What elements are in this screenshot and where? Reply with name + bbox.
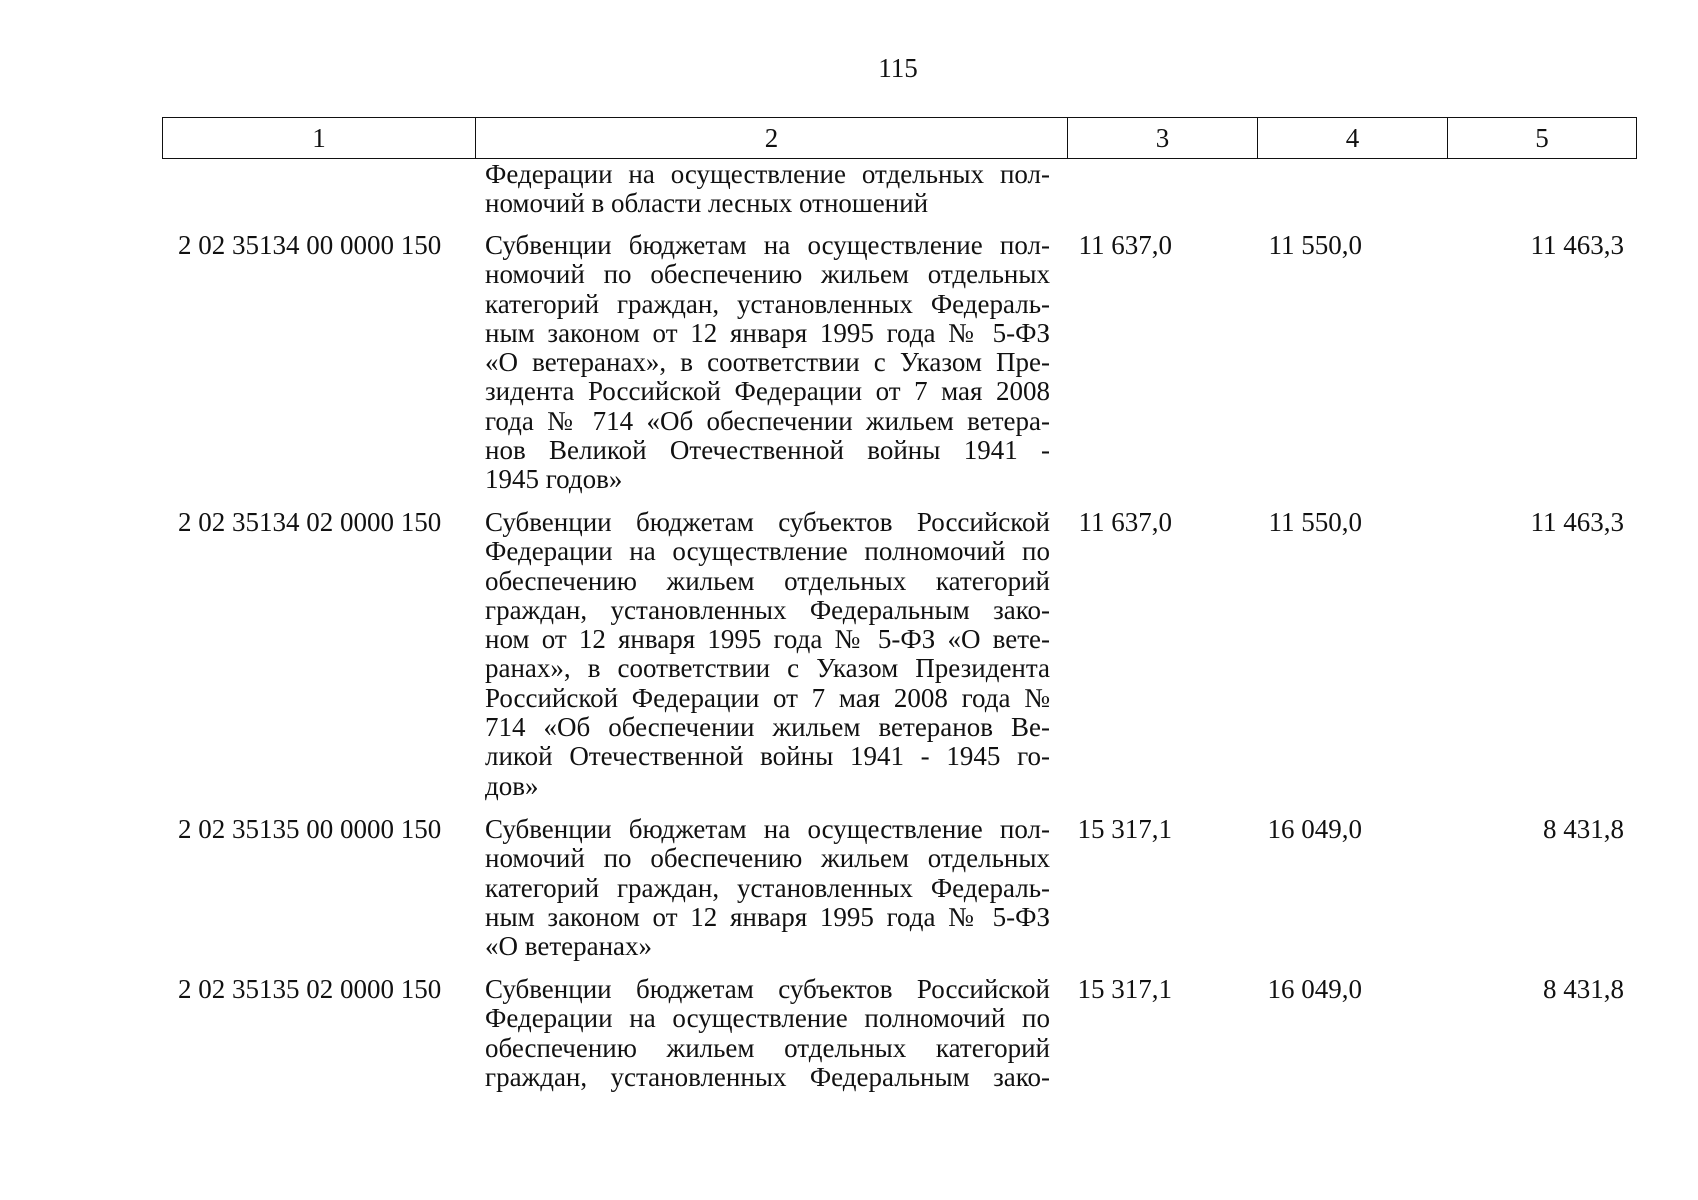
header-col-2: 2 <box>476 118 1068 159</box>
row-code: 2 02 35135 02 0000 150 <box>178 974 442 1004</box>
header-col-4: 4 <box>1258 118 1448 159</box>
description-line: «О ветеранах» <box>485 931 653 962</box>
row-value-col5: 8 431,8 <box>1543 814 1624 844</box>
description-line: Федерации на осуществление полномочий по <box>485 536 1050 567</box>
description-line: номочий по обеспечению жильем отдельных <box>485 259 1050 290</box>
description-line: номочий по обеспечению жильем отдельных <box>485 843 1050 874</box>
description-line: обеспечению жильем отдельных категорий <box>485 1032 1050 1063</box>
row-code: 2 02 35135 00 0000 150 <box>178 814 442 844</box>
row-value-col5: 11 463,3 <box>1530 507 1624 537</box>
description-line: нов Великой Отечественной войны 1941 - <box>485 435 1050 466</box>
description-line: категорий граждан, установленных Федераль- <box>485 872 1050 903</box>
header-row <box>163 118 1637 159</box>
description-line: ным законом от 12 января 1995 года № 5-ФЗ <box>485 317 1050 348</box>
row-value-col3: 11 637,0 <box>1078 507 1172 537</box>
row-description <box>485 508 1050 801</box>
description-line: Федерации на осуществление отдельных пол- <box>485 159 1050 189</box>
row-value-col4: 16 049,0 <box>1267 974 1362 1004</box>
description-line: граждан, установленных Федеральным зако- <box>485 594 1050 625</box>
row-code: 2 02 35134 00 0000 150 <box>178 230 442 260</box>
table-header <box>162 117 1637 159</box>
description-line: Российской Федерации от 7 мая 2008 года № <box>485 682 1050 713</box>
description-line: 1945 годов» <box>485 464 623 495</box>
row-value-col5: 8 431,8 <box>1543 974 1624 1004</box>
page-number: 115 <box>878 53 918 83</box>
header-col-5: 5 <box>1448 118 1637 159</box>
header-col-3: 3 <box>1068 118 1258 159</box>
description-line: номочий в области лесных отношений <box>485 188 929 219</box>
description-line: Субвенции бюджетам субъектов Российской <box>485 507 1050 537</box>
row-value-col4: 16 049,0 <box>1267 814 1362 844</box>
description-line: Федерации на осуществление полномочий по <box>485 1003 1050 1034</box>
row-description <box>485 160 1050 219</box>
row-value-col4: 11 550,0 <box>1268 230 1362 260</box>
row-value-col5: 11 463,3 <box>1530 230 1624 260</box>
description-line: Субвенции бюджетам субъектов Российской <box>485 974 1050 1004</box>
row-description <box>485 231 1050 495</box>
row-value-col4: 11 550,0 <box>1268 507 1362 537</box>
row-description <box>485 975 1050 1092</box>
description-line: 714 «Об обеспечении жильем ветеранов Ве- <box>485 712 1050 743</box>
description-line: ранах», в соответствии с Указом Президента <box>485 653 1050 684</box>
description-line: ном от 12 января 1995 года № 5-ФЗ «О вете- <box>485 624 1050 655</box>
description-line: зидента Российской Федерации от 7 мая 2008 <box>485 376 1050 407</box>
row-code: 2 02 35134 02 0000 150 <box>178 507 442 537</box>
description-line: года № 714 «Об обеспечении жильем ветера- <box>485 405 1050 436</box>
row-description <box>485 815 1050 961</box>
description-line: обеспечению жильем отдельных категорий <box>485 565 1050 596</box>
description-line: Субвенции бюджетам на осуществление пол- <box>485 230 1050 260</box>
description-line: дов» <box>485 770 539 801</box>
header-col-1: 1 <box>163 118 476 159</box>
row-value-col3: 11 637,0 <box>1078 230 1172 260</box>
description-line: ным законом от 12 января 1995 года № 5-ФЗ <box>485 901 1050 932</box>
row-value-col3: 15 317,1 <box>1077 814 1172 844</box>
description-line: «О ветеранах», в соответствии с Указом Пре- <box>485 347 1050 378</box>
description-line: категорий граждан, установленных Федераль- <box>485 288 1050 319</box>
description-line: ликой Отечественной войны 1941 - 1945 го- <box>485 741 1050 772</box>
description-line: Субвенции бюджетам на осуществление пол- <box>485 814 1050 844</box>
description-line: граждан, установленных Федеральным зако- <box>485 1061 1050 1092</box>
row-value-col3: 15 317,1 <box>1077 974 1172 1004</box>
